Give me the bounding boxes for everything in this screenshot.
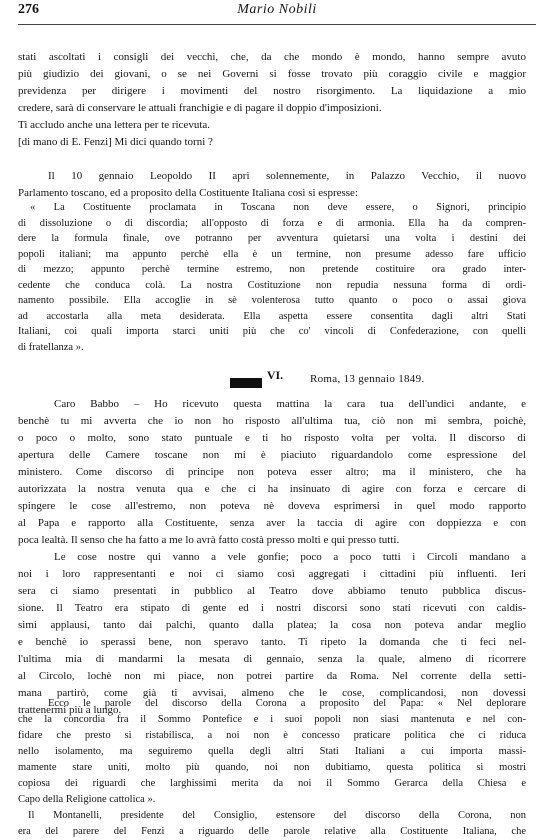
text-line: simi applausi, tanto dai palchi, quanto dalla platea; la cosa non poteva andar meglio [18, 619, 526, 631]
text-line: copiosa dei riguardi che larghissimi merita da noi il Sommo Gerarca della Chiesa e [18, 778, 526, 789]
top-paragraph [18, 49, 526, 151]
text-line: più giudizio dei giovani, o se nei Governi si fosse trovato più coraggio civile e maggior [18, 68, 526, 80]
text-line: noi i loro rappresentanti e noi ci siamo così aggregati i cittadini più influenti. Ieri [18, 568, 526, 580]
text-line: Il Montanelli, presidente del Consiglio, estensore del discorso della Corona, non [28, 810, 526, 821]
text-line: benchè tu mi avverta che io non ho risposto all'ultima tua, ciò non mi sembra, poichè, [18, 415, 526, 427]
text-line: di fratellanza ». [18, 341, 84, 353]
text-line: mana partirò, come già ti avvisai, almeno che le cose, complicandosi, non dovessi [18, 687, 526, 699]
text-line: al Papa e rapporto alla Costituente, senza aver la taccia di agire con doppiezza e con [18, 517, 526, 529]
text-line: Il 10 gennaio Leopoldo II aprì solennemente, in Palazzo Vecchio, il nuovo [48, 170, 526, 182]
intro-paragraph [18, 168, 526, 202]
text-line: namento possibile. Ella accoglie in sè volenterosa tutto quanto o poco o assai giova [18, 295, 526, 306]
text-line: Ti accludo anche una lettera per te ricevuta. [18, 119, 211, 131]
text-line: che la concordia fra il Sommo Pontefice e i suoi popoli non siasi mantenuta e nel con- [18, 714, 526, 725]
text-line: e benchè io sperassi bene, non speravo tanto. Ti ripeto la domanda che ti feci nel- [18, 636, 526, 648]
page-header [18, 2, 536, 25]
section-number: VI. [266, 368, 284, 382]
text-line: poca lealtà. Il senso che ha fatto a me lo avrà fatto costà presso molti e qui presso tutti. [18, 534, 400, 546]
running-head: Mario Nobili [237, 2, 317, 17]
text-line: trattenermi più a lungo. [18, 704, 122, 716]
text-line: stati ascoltati i consigli dei vecchi, che, da che mondo è mondo, hanno sempre avuto [18, 51, 526, 63]
text-line: popoli italiani; ma appunto perchè ella è un termine, non presume adesso fare ufficio [18, 248, 526, 260]
letter-dateline: Roma, 13 gennaio 1849. [310, 373, 425, 385]
text-line: credere, sarà di conservare le attuali franchigie e di pagare il doppio d'imposizioni. [18, 102, 382, 114]
quote-paragraph [18, 200, 526, 355]
text-line: apertura delle Camere toscane non mi è piaciuto riguardandolo come espressione del [18, 449, 526, 461]
text-line: Le cose nostre qui vanno a vele gonfie; poco a poco tutti i Circoli mandano a [54, 551, 526, 563]
text-line: nello isolamento, ma seguiremo quella degli altri Stati Italiani a cui importa massi- [18, 746, 526, 757]
closing-paragraph [18, 696, 526, 840]
text-line: al Circolo, lochè non mi piace, non potrei partire da Roma. Nel corrente della setti- [18, 670, 526, 682]
text-line: l'ultima mia di mandarmi la mesata di gennaio, senza la quale, almeno di ricorrere [18, 653, 526, 665]
text-line: di mezzo; appunto perchè termine estremo, non pretende costituire ora grado inter- [18, 264, 526, 275]
text-line: Ecco le parole del discorso della Corona a proposito del Papa: « Nel deplorare [48, 698, 526, 709]
text-line: Caro Babbo – Ho ricevuto questa mattina la cara tua dell'undici andante, e [54, 398, 526, 410]
page-number: 276 [18, 2, 39, 17]
text-line: ministero. Come discorso di principe non poteva esser altro; ma il ministero, che ha [18, 466, 526, 478]
text-line: ad accostarla alla meta desiderata. Ella aspetta essere consentita dagli altri Stati [18, 310, 526, 322]
text-line: dere la formula finale, ove potranno per avventura quietarsi una volta i destini dei [18, 233, 526, 244]
redaction-mark [230, 378, 262, 388]
text-line: [di mano di E. Fenzi] Mi dici quando torni ? [18, 136, 213, 148]
text-line: o poco o molto, sono stato puntuale e ti ho risposto volta per volta. Il discorso di [18, 432, 526, 444]
text-line: Capo della Religione cattolica ». [18, 794, 156, 805]
letter-body [18, 396, 526, 719]
text-line: fidare che presto si ristabilisca, a noi non è concesso praticare politica che ci riduca [18, 730, 526, 741]
text-line: Parlamento toscano, ed a proposito della Costituente Italiana così si espresse: [18, 187, 358, 199]
text-line: spingere le cose all'estremo, non poteva nè doveva esprimersi in quel modo rapporto [18, 500, 526, 512]
text-line: mamente stare uniti, molto più quando, noi non dubitiamo, questa politica si mostri [18, 762, 526, 773]
text-line: di dissoluzione o di discordia; all'opposto di forza e di armonia. Ella ha da compren- [18, 217, 526, 229]
text-line: sione. Il Teatro era stipato di gente ed i nostri discorsi sono stati ricevuti con caldis- [18, 602, 526, 614]
text-line: sera ci siamo presentati in pubblico al Teatro dove abbiamo tenuto pubblica discus- [18, 585, 526, 597]
text-line: autorizzata la nostra venuta qua e che ci ha insinuato di agire con forza e cercare di [18, 483, 526, 495]
text-line: era del parere del Fenzi a riguardo delle parole relative alla Costituente Italiana, che [18, 826, 526, 837]
text-line: cedente che conduca colà. La nostra Costituzione non repudia nessuna forma di ordi- [18, 279, 526, 291]
text-line: previdenza per dirigere i movimenti del nostro risorgimento. La liquidazione a mio [18, 85, 526, 97]
text-line: Italiani, coi quali importa starci uniti più che co' vincoli di Confederazione, con quelli [18, 326, 526, 337]
text-line: « La Costituente proclamata in Toscana non deve essere, o Signori, principio [30, 202, 526, 213]
